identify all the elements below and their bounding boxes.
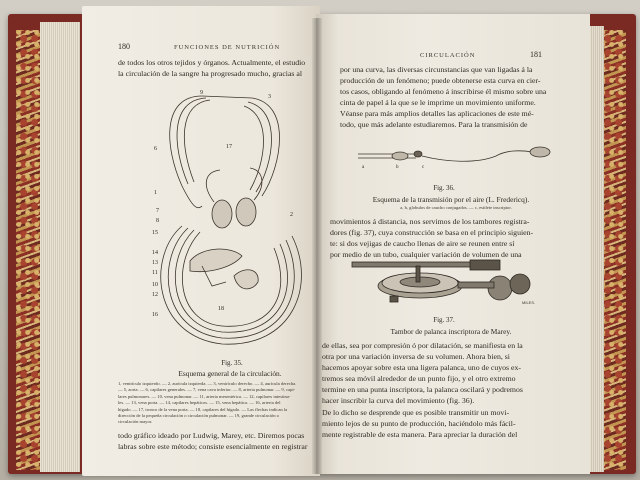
text-line: hacemos apoyar sobre esta una ligera palanca, uno de cuyos ex- — [322, 363, 521, 373]
text-line: de ellas, sea por compresión ó por dilatación, se manifiesta en la — [322, 341, 523, 350]
diagram-label: 16 — [152, 312, 158, 318]
text-line: todo, que más adelante estudiaremos. Para la transmisión de — [340, 120, 528, 130]
diagram-label: 8 — [156, 218, 159, 224]
marey-tambour-illustration — [350, 258, 550, 314]
text-line: miento lejos de su punto de producción, haciéndolo más fácil- — [322, 418, 516, 428]
diagram-label: b — [396, 165, 399, 170]
figure-number: Fig. 37. — [433, 316, 455, 324]
page-number-right: 181 — [530, 50, 542, 59]
diagram-label: 18 — [218, 306, 224, 312]
diagram-label: 3 — [268, 94, 271, 100]
diagram-label: 1 — [154, 190, 157, 196]
diagram-label: 10 — [152, 282, 158, 288]
diagram-label: 12 — [152, 292, 158, 298]
text-line: la circulación de la sangre ha progresado mucho, gracias al — [118, 69, 303, 79]
right-paragraph-2 — [330, 216, 564, 260]
circulation-diagram — [142, 86, 322, 356]
figure-caption: Tambor de palanca inscriptora de Marey. — [390, 327, 512, 336]
diagram-label: 7 — [156, 208, 159, 214]
right-page — [316, 14, 590, 474]
legend-line: 1, ventrículo izquierdo. — 2, aurícula izquierda. — 3, ventrículo derecho. — 4, aurícula derecha. — [118, 381, 297, 386]
diagram-label: 13 — [152, 260, 158, 266]
diagram-label: a — [362, 165, 365, 170]
text-line: cinta de papel á la que se le imprime un movimiento uniforme. — [340, 98, 536, 108]
right-paragraph-1 — [340, 64, 560, 131]
diagram-label: 9 — [200, 90, 203, 96]
diagram-label: 14 — [152, 250, 158, 256]
diagram-label: 2 — [290, 212, 293, 218]
left-bottom-text — [118, 430, 314, 452]
text-line: Véanse para más amplios detalles las aplicaciones de este mé- — [340, 109, 534, 119]
text-line: De lo dicho se desprende que es posible transmitir un movi- — [322, 407, 510, 417]
figure-number: Fig. 35. — [221, 359, 243, 367]
text-line: por una curva, las diversas circunstancias que van ligadas á la — [340, 65, 533, 74]
text-line: termine en una punta inscriptora, la palanca oscilará y podremos — [322, 385, 523, 395]
legend-line: circulación mayor. — [118, 419, 153, 425]
figure-number: Fig. 36. — [433, 184, 455, 192]
legend-line: — 5, aorta. — 6, capilares generales. — 7, vena cava inferior. — 8, arteria pulmonar. — 9, capi- — [118, 387, 296, 393]
figure-legend: a, b, globulos de caucho conjugados. — c, estilete inscriptor. — [400, 205, 512, 210]
book-gutter — [312, 18, 322, 474]
legend-line: lares pulmonares. — 10, vena pulmonar. — 11, arteria mesentérica. — 12, capilares intestina- — [118, 393, 291, 399]
text-line: te: si dos vejigas de caucho llenas de aire se reunen entre sí — [330, 239, 515, 249]
text-line: de todos los otros tejidos y órganos. Actualmente, el estudio — [118, 58, 306, 67]
legend-line: hígado. — 17, tronco de la vena porta. — 18, capilares del hígado. — Las flechas indican la — [118, 406, 288, 412]
diagram-label: c — [422, 165, 425, 170]
marbled-endpaper-left — [16, 30, 42, 470]
figure-caption: Esquema de la transmisión por el aire (L. Fredericq). — [372, 195, 530, 204]
page-stack-right — [588, 26, 604, 472]
text-line: tremos sea móvil alrededor de un punto fijo, y el otro extremo — [322, 374, 516, 384]
engraver-signature: MILES. — [522, 300, 536, 305]
diagram-label: 6 — [154, 146, 157, 152]
page-number-left: 180 — [118, 42, 130, 51]
air-transmission-diagram — [356, 144, 556, 174]
text-line: movimientos á distancia, nos servimos de los tambores registra- — [330, 217, 530, 226]
left-top-text — [118, 57, 314, 79]
text-line: mente registrable de esta manera. Para apreciar la duración del — [322, 429, 518, 439]
figure-legend — [118, 381, 316, 426]
diagram-label: 15 — [152, 230, 158, 236]
diagram-label: 17 — [226, 144, 232, 150]
text-line: hacer inscribir la curva del movimiento (fig. 36). — [322, 396, 475, 406]
text-line: por medio de un tubo, cualquier variación de volumen de una — [330, 250, 522, 260]
left-page — [82, 6, 320, 476]
text-line: producción de un fenómeno; puede obtenerse esta curva en cier- — [340, 76, 541, 86]
text-line: todo gráfico ideado por Ludwig, Marey, etc. Diremos pocas — [118, 431, 305, 440]
diagram-label: 11 — [152, 270, 158, 276]
text-line: otra por una variación inversa de su volumen. Ahora bien, si — [322, 352, 510, 362]
page-stack-left — [40, 22, 80, 472]
legend-line: dirección de la pequeña circulación o circulación pulmonar. — 19, grande circulación o — [118, 413, 279, 419]
text-line: tos casos, obligando al fenómeno á inscribirse él mismo sobre una — [340, 87, 547, 97]
running-head-right: CIRCULACIÓN — [420, 52, 476, 59]
figure-caption: Esquema general de la circulación. — [178, 369, 282, 378]
legend-line: les. — 13, vena porta. — 14, capilares hepáticos. — 15, vena hepática. — 16, arteria del — [118, 400, 281, 406]
text-line: labras sobre este método; consiste esencialmente en registrar — [118, 442, 308, 452]
text-line: dores (fig. 37), cuya construcción se basa en el principio siguien- — [330, 228, 534, 238]
right-paragraph-3 — [322, 340, 568, 440]
running-head-left: FUNCIONES DE NUTRICIÓN — [174, 44, 281, 51]
